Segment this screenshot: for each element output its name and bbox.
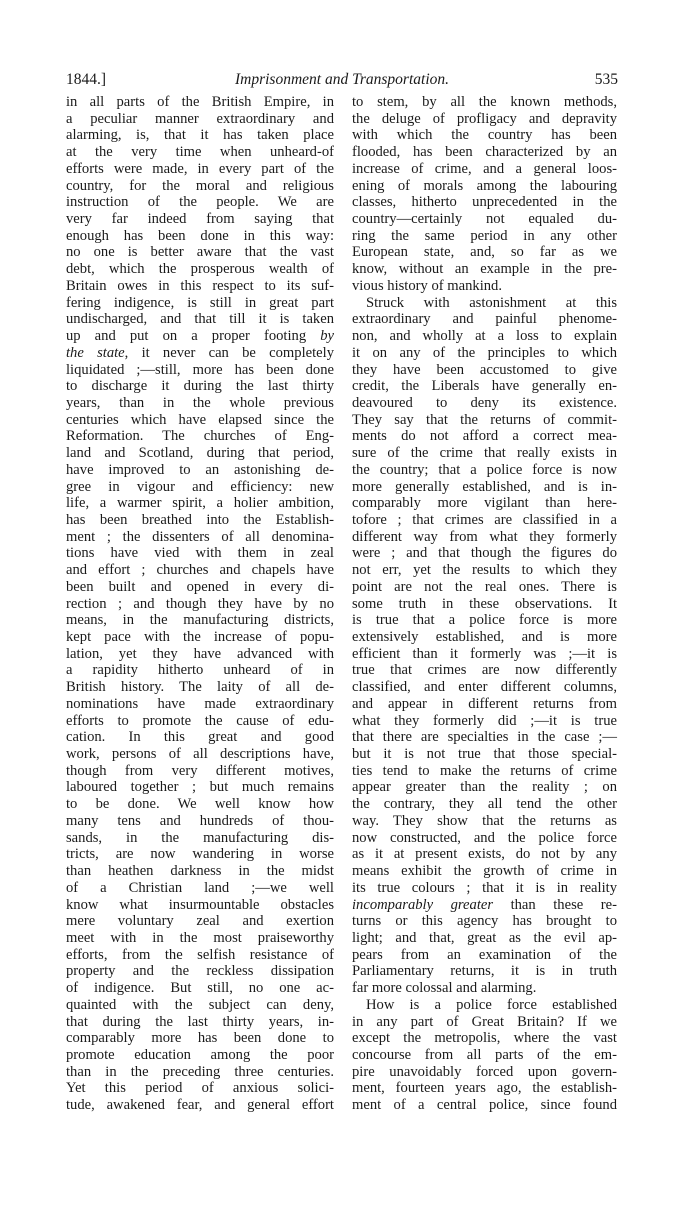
text-line: the state, it never can be completely — [66, 344, 334, 361]
text-line: has been breathed into the Establish- — [66, 511, 334, 528]
text-line: classes, hitherto unprecedented in the — [352, 194, 617, 211]
text-line: ment, fourteen years ago, the establish- — [352, 1080, 617, 1097]
text-line: non, and wholly at a loss to explain — [352, 328, 617, 345]
text-line: to discharge it during the last thirty — [66, 378, 334, 395]
text-line: country—certainly not equaled du- — [352, 211, 617, 228]
text-line: tude, awakened fear, and general effort — [66, 1097, 334, 1114]
text-line: tions have vied with them in zeal — [66, 545, 334, 562]
italic-emphasis: incomparably greater — [352, 896, 494, 913]
text-line: liquidated ;—still, more has been done — [66, 361, 334, 378]
text-line: a rapidity hitherto unheard of in — [66, 662, 334, 679]
text-line: with which the country has been — [352, 127, 617, 144]
italic-emphasis: by — [320, 328, 334, 345]
text-line: many tens and hundreds of thou- — [66, 812, 334, 829]
text-line: rection ; and though they have by no — [66, 595, 334, 612]
text-line: what they formerly did ;—it is true — [352, 712, 617, 729]
text-line: efforts were made, in every part of the — [66, 160, 334, 177]
text-line: a peculiar manner extraordinary and — [66, 110, 334, 127]
text-line: centuries which have elapsed since the — [66, 411, 334, 428]
text-line: they have been accustomed to give — [352, 361, 617, 378]
text-line: far more colossal and alarming. — [352, 980, 537, 997]
text-line: increase of crime, and a general loos- — [352, 160, 617, 177]
running-header — [66, 70, 618, 90]
text-line: extensively established, and is more — [352, 629, 617, 645]
text-line: except the metropolis, where the vast — [352, 1030, 617, 1047]
text-line: tofore ; that crimes are classified in a — [352, 511, 617, 528]
text-line: way. They show that the returns as — [352, 812, 617, 829]
text-line: efforts, from the selfish resistance of — [66, 946, 334, 963]
text-line: debt, which the prosperous wealth of — [66, 261, 334, 278]
text-line: cation. In this great and good — [66, 729, 334, 746]
text-line: no one is better aware that the vast — [66, 244, 334, 261]
text-line: know what insurmountable obstacles — [66, 896, 334, 913]
text-line: means, in the manufacturing districts, — [66, 612, 334, 629]
text-line: to be done. We well know how — [66, 796, 334, 813]
text-line: laboured together ; but much remains — [66, 779, 334, 796]
text-line: extraordinary and painful phenome- — [352, 311, 617, 328]
text-line: ties tend to make the returns of crime — [352, 762, 617, 779]
text-line: have improved to an astonishing de- — [66, 461, 334, 478]
text-line: fering indigence, is still in great part — [66, 294, 334, 311]
text-line: means exhibit the growth of crime in — [352, 863, 617, 880]
text-line: turns or this agency has brought to — [352, 913, 617, 930]
text-line: sands, in the manufacturing dis- — [66, 829, 334, 846]
text-line: meet with in the most praiseworthy — [66, 929, 334, 946]
text-line: gree in vigour and efficiency: new — [66, 478, 334, 495]
text-line: European state, and, so far as we — [352, 244, 617, 261]
header-title: Imprisonment and Transportation. — [234, 71, 449, 88]
text-line: the deluge of profligacy and depravity — [352, 110, 617, 127]
text-line: Britain owes in this respect to its suf- — [66, 277, 334, 294]
text-line: the contrary, they all tend the other — [352, 796, 617, 813]
text-line: tricts, are now wandering in worse — [66, 846, 334, 863]
text-line: nominations have made extraordinary — [66, 695, 334, 712]
text-line: land and Scotland, during that period, — [66, 445, 334, 462]
text-line: lation, yet they have advanced with — [66, 645, 334, 662]
text-line: not err, yet the results to which they — [352, 562, 617, 579]
text-line: of indigence. But still, no one ac- — [66, 980, 334, 997]
text-line: ring the same period in any other — [352, 227, 617, 244]
text-line: ening of morals among the labouring — [352, 177, 617, 194]
left-text-column — [66, 94, 334, 1114]
text-line: pears from an examination of the — [352, 946, 617, 963]
text-line: its true colours ; that it is in reality — [352, 879, 617, 896]
text-line: enough has been done in this way: — [66, 227, 334, 244]
text-line: in all parts of the British Empire, in — [66, 94, 334, 110]
text-line: sure of the crime that really exists in — [352, 445, 617, 462]
text-line: classified, and enter different columns, — [352, 679, 617, 696]
text-line: though from very different motives, — [66, 762, 334, 779]
text-line: years, than in the whole previous — [66, 394, 334, 411]
text-line: now constructed, and the police force — [352, 829, 617, 846]
text-line: work, persons of all descriptions have, — [66, 746, 334, 763]
text-line: quainted with the subject can deny, — [66, 996, 334, 1013]
italic-emphasis: the state — [66, 344, 125, 361]
text-line: at the very time when unheard-of — [66, 144, 334, 161]
text-line: to stem, by all the known methods, — [352, 94, 617, 110]
text-line: incomparably greater than these re- — [352, 896, 617, 913]
text-line: up and put on a proper footing by — [66, 328, 334, 345]
text-line: know, without an example in the pre- — [352, 261, 617, 278]
text-line: been built and opened in every di- — [66, 578, 334, 595]
text-line: alarming, is, that it has taken place — [66, 127, 334, 144]
text-line: and effort ; churches and chapels have — [66, 562, 334, 579]
text-line: than in the preceding three centuries. — [66, 1063, 334, 1080]
text-line: British history. The laity of all de- — [66, 679, 334, 696]
text-line: some truth in these observations. It — [352, 595, 617, 612]
text-line: that there are specialties in the case ;— — [352, 729, 617, 746]
text-line: light; and that, great as the evil ap- — [352, 929, 617, 946]
text-line: appear greater than the reality ; on — [352, 779, 617, 796]
text-line: point are not the real ones. There is — [352, 578, 617, 595]
text-line: but it is not true that those special- — [352, 746, 617, 763]
text-line: were ; and that though the figures do — [352, 545, 617, 562]
text-line: it on any of the principles to which — [352, 344, 617, 361]
text-line: They say that the returns of commit- — [352, 411, 617, 428]
text-line: more generally established, and is in- — [352, 478, 617, 495]
text-line: as it at present exists, do not by any — [352, 846, 617, 863]
text-line: ments do not afford a correct mea- — [352, 428, 617, 445]
text-line: promote education among the poor — [66, 1046, 334, 1063]
text-line: ment of a central police, since found — [352, 1097, 617, 1114]
right-text-column — [352, 94, 617, 1114]
text-line: property and the reckless dissipation — [66, 963, 334, 980]
text-line: Yet this period of anxious solici- — [66, 1080, 334, 1097]
text-line: efforts to promote the cause of edu- — [66, 712, 334, 729]
text-line: than heathen darkness in the midst — [66, 863, 334, 880]
text-line: the country; that a police force is now — [352, 461, 617, 478]
text-line: efficient than it formerly was ;—it is — [352, 645, 617, 662]
text-line: Struck with astonishment at this — [366, 294, 617, 311]
text-line: comparably more has been done to — [66, 1030, 334, 1047]
header-year: 1844.] — [66, 71, 107, 88]
text-line: flooded, has been characterized by an — [352, 144, 617, 161]
text-line: pire unavoidably forced upon govern- — [352, 1063, 617, 1080]
text-line: How is a police force established — [366, 996, 617, 1013]
text-line: ment ; the dissenters of all denomina- — [66, 528, 334, 545]
text-line: comparably more vigilant than here- — [352, 495, 617, 512]
text-line: Parliamentary returns, it is in truth — [352, 963, 617, 980]
text-line: and appear in different returns from — [352, 695, 617, 712]
text-line: mere voluntary zeal and exertion — [66, 913, 334, 930]
text-line: different way from what they formerly — [352, 528, 617, 545]
text-line: concourse from all parts of the em- — [352, 1046, 617, 1063]
text-line: that during the last thirty years, in- — [66, 1013, 334, 1030]
text-line: country, for the moral and religious — [66, 177, 334, 194]
text-line: very far indeed from saying that — [66, 211, 334, 228]
page-number: 535 — [594, 71, 618, 88]
text-line: undischarged, and that till it is taken — [66, 311, 334, 328]
text-line: credit, the Liberals have generally en- — [352, 378, 617, 395]
text-line: true that crimes are now differently — [352, 662, 617, 679]
text-line: of a Christian land ;—we well — [66, 879, 334, 896]
text-line: in any part of Great Britain? If we — [352, 1013, 617, 1030]
text-line: kept pace with the increase of popu- — [66, 629, 334, 645]
text-line: Reformation. The churches of Eng- — [66, 428, 334, 445]
text-line: deavoured to deny its existence. — [352, 394, 617, 411]
text-line: vious history of mankind. — [352, 277, 502, 294]
text-line: is true that a police force is more — [352, 612, 617, 629]
text-line: instruction of the people. We are — [66, 194, 334, 211]
text-line: life, a warmer spirit, a holier ambition, — [66, 495, 334, 512]
